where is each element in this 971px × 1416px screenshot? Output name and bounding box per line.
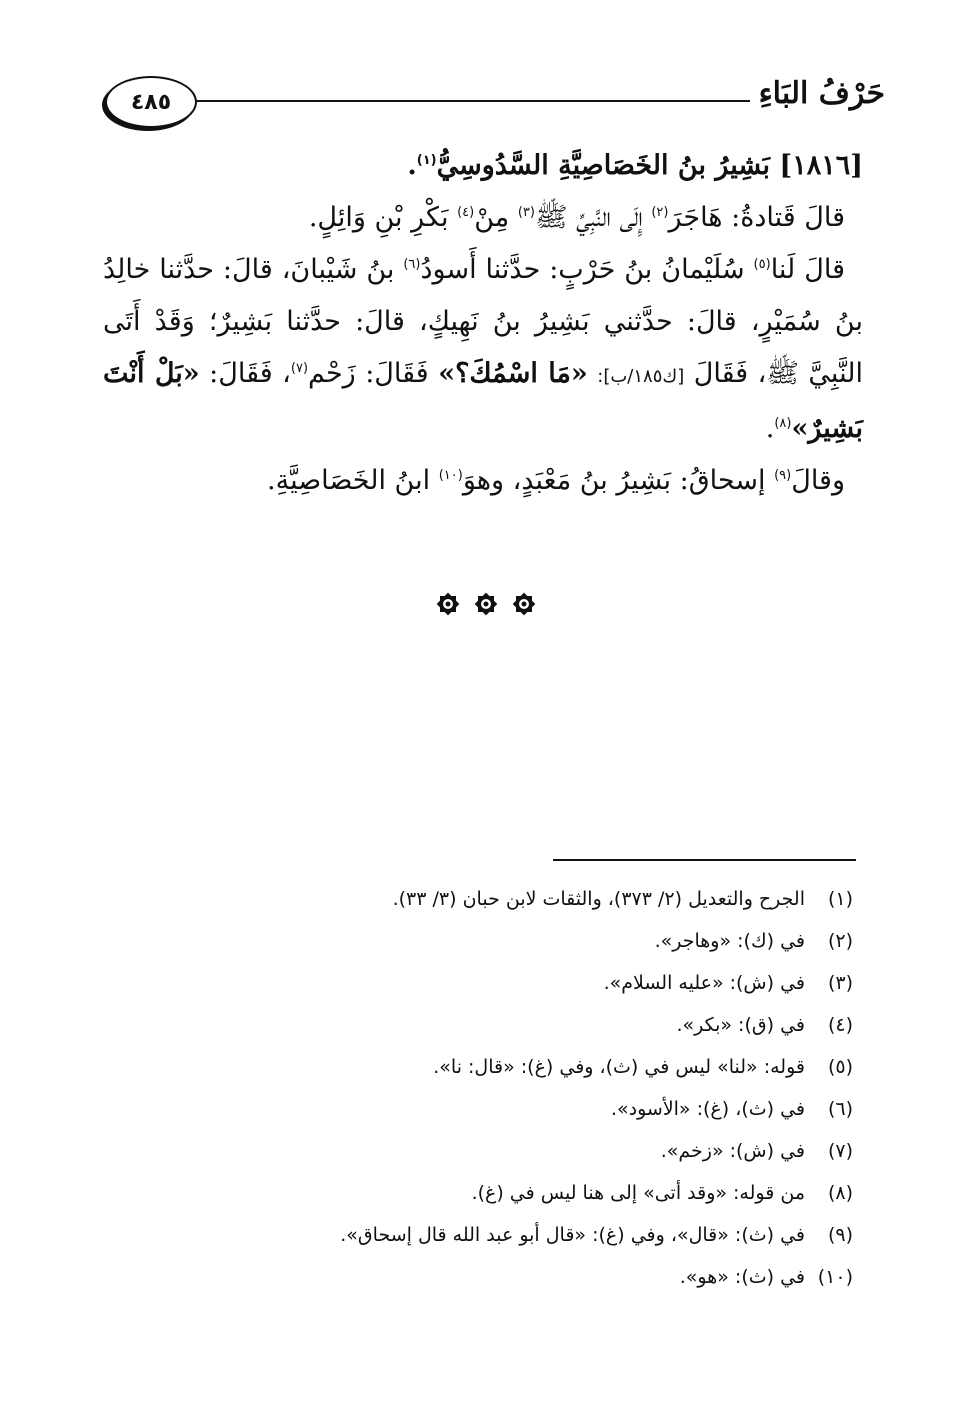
footnote-text: في (ث): «هو». xyxy=(679,1266,805,1288)
footnote-number: (٣) xyxy=(827,972,853,994)
page-number: ٤٨٥ xyxy=(130,89,172,115)
entry-name: بَشِيرُ بنُ الخَصَاصِيَّةِ السَّدُوسِيُّ xyxy=(436,150,771,181)
paragraph-3 xyxy=(103,455,863,507)
footnote-item xyxy=(133,1046,853,1088)
footnote-text: من قوله: «وقد أتى» إلى هنا ليس في (غ). xyxy=(471,1182,805,1204)
footnote-text: قوله: «لنا» ليس في (ث)، وفي (غ): «قال: نا». xyxy=(433,1056,805,1078)
footnote-number: (٨) xyxy=(827,1182,853,1204)
footnote-number: (١) xyxy=(827,888,853,910)
footnote-number: (٧) xyxy=(827,1140,853,1162)
footnote-item xyxy=(133,1214,853,1256)
footnote-text: الجرح والتعديل (٢/ ٣٧٣)، والثقات لابن حبان (٣/ ٣٣). xyxy=(392,888,805,910)
footnote-text: في (ث): «قال»، وفي (غ): «قال أبو عبد الله قال إسحاق». xyxy=(340,1224,805,1246)
text: سُلَيْمانُ بنُ حَرْبٍ: حدَّثنا أَسودُ xyxy=(420,254,745,285)
footnote-ref: (٥) xyxy=(753,257,771,272)
section-separator xyxy=(0,586,971,622)
text: قالَ لَنا xyxy=(770,254,845,285)
footnote-text: في (ث)، (غ): «الأسود». xyxy=(610,1098,805,1120)
quote: «مَا اسْمُكَ؟» xyxy=(438,358,588,389)
footnote-item xyxy=(133,920,853,962)
footnote-number: (٦) xyxy=(827,1098,853,1120)
footnote-text: في (ش): «زخم». xyxy=(660,1140,805,1162)
ornament-icon xyxy=(472,590,500,618)
quote: «بَلْ أَنْتَ بَشِيرٌ» xyxy=(103,358,863,444)
text: بَكْرِ بْنِ وَائِلٍ. xyxy=(308,202,449,233)
footnote-number: (٥) xyxy=(827,1056,853,1078)
punctuation: . xyxy=(407,150,417,181)
footnote-number: (١٠) xyxy=(817,1266,853,1288)
footnote-item xyxy=(133,1256,853,1298)
page-header xyxy=(105,70,885,130)
footnote-number: (٤) xyxy=(827,1014,853,1036)
footnote-item xyxy=(133,1004,853,1046)
footnote-item xyxy=(133,1088,853,1130)
entry-heading xyxy=(103,140,863,192)
text: بنُ شَيْبانَ، قالَ: حدَّثنا خالِدُ بنُ سُمَيْرٍ، قالَ: حدَّثني بَشِيرُ بنُ نَهِيكٍ، قالَ: حدَّثنا بَشِيرٌ؛ وَقَدْ أَتَى النَّبِيَّ ﷺ، فَقَالَ xyxy=(103,254,863,389)
main-text xyxy=(103,140,863,507)
footnote-ref: (٣) xyxy=(517,205,535,220)
text: قالَ قَتادةُ: هَاجَرَ xyxy=(668,202,845,233)
text: إسحاقُ: بَشِيرُ بنُ مَعْبَدٍ، وهوَ xyxy=(462,465,766,496)
chapter-title: حَرْفُ البَاءِ xyxy=(758,76,885,111)
footnote-ref: (٦) xyxy=(403,257,421,272)
paragraph-1 xyxy=(103,192,863,244)
footnote-number: (٩) xyxy=(827,1224,853,1246)
text: مِنْ xyxy=(474,202,510,233)
punctuation: . xyxy=(765,413,775,444)
footnote-text: في (ق): «بكر». xyxy=(676,1014,805,1036)
footnote-item xyxy=(133,1172,853,1214)
text: وقالَ xyxy=(791,465,845,496)
page-number-badge xyxy=(105,76,197,128)
footnote-ref: (٢) xyxy=(651,205,669,220)
footnote-number: (٢) xyxy=(827,930,853,952)
footnote-ref: (٨) xyxy=(774,416,792,431)
text: ابنُ الخَصَاصِيَّةِ. xyxy=(267,465,431,496)
footnote-item xyxy=(133,1130,853,1172)
footnote-text: في (ك): «وهاجر». xyxy=(654,930,805,952)
entry-number: [١٨١٦] xyxy=(779,150,863,181)
footnote-text: في (ش): «عليه السلام». xyxy=(603,972,805,994)
paragraph-2 xyxy=(103,244,863,455)
footnote-item xyxy=(133,962,853,1004)
footnotes xyxy=(133,878,853,1298)
footnote-item xyxy=(133,878,853,920)
text: فَقَالَ: زَحْم xyxy=(308,358,429,389)
footnote-ref: (١٠) xyxy=(438,468,463,483)
footnote-ref: (١) xyxy=(416,153,437,168)
footnote-ref: (٤) xyxy=(457,205,475,220)
text: ، فَقَالَ: xyxy=(209,358,291,389)
ornament-icon xyxy=(434,590,462,618)
header-rule xyxy=(197,100,750,102)
ornament-icon xyxy=(510,590,538,618)
footnote-ref: (٧) xyxy=(290,361,309,376)
text: إِلَى النَّبِيِّ ﷺ xyxy=(534,202,643,233)
manuscript-ref: [ك١٨٥/ب]: xyxy=(597,366,685,387)
footnote-ref: (٩) xyxy=(774,468,792,483)
footnote-divider xyxy=(553,859,856,861)
